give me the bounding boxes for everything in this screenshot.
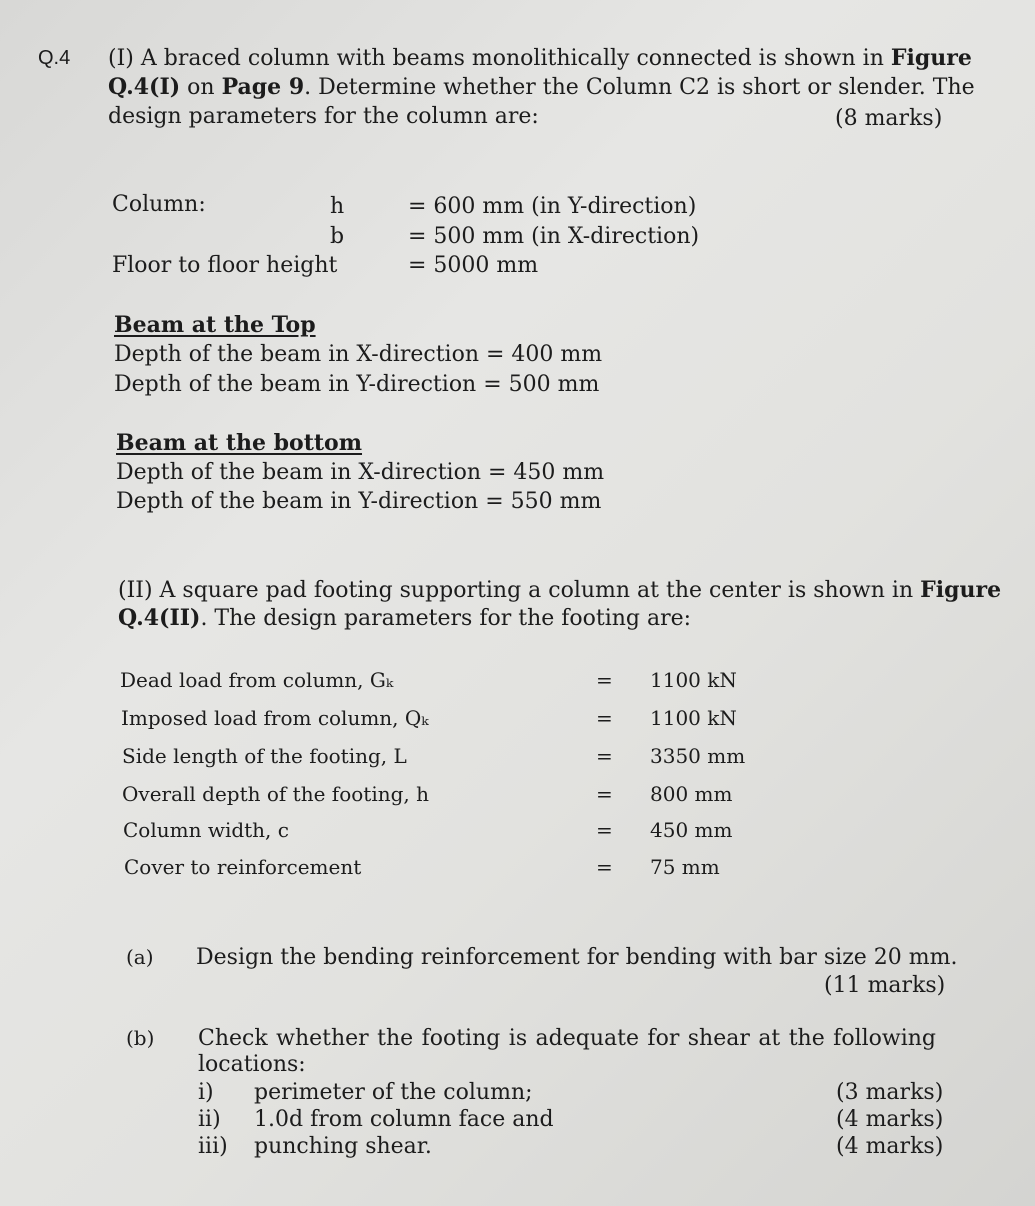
- subq-b-item-marks: (3 marks): [836, 1080, 944, 1105]
- param-value: 800 mm: [650, 782, 733, 806]
- beam-bottom-heading: Beam at the bottom: [116, 430, 363, 456]
- b-value: = 500 mm (in X-direction): [408, 224, 700, 249]
- beam-top-y-depth: Depth of the beam in Y-direction = 500 mm: [114, 372, 600, 397]
- part2-line1-text: (II) A square pad footing supporting a column at the center is shown in: [118, 578, 914, 603]
- h-symbol: h: [330, 194, 345, 219]
- h-value: = 600 mm (in Y-direction): [408, 194, 697, 219]
- subq-a-label: (a): [126, 945, 154, 969]
- subq-b-text-line2: locations:: [198, 1052, 306, 1077]
- part1-label: (I): [108, 46, 134, 71]
- param-label: Overall depth of the footing, h: [122, 782, 429, 806]
- param-label: Imposed load from column, Qₖ: [121, 706, 429, 730]
- subq-b-item-marks: (4 marks): [836, 1107, 944, 1132]
- subq-b-item-marks: (4 marks): [836, 1134, 944, 1159]
- subq-a-marks: (11 marks): [824, 973, 946, 998]
- part1-on-word: on: [187, 75, 215, 100]
- param-label: Cover to reinforcement: [124, 855, 362, 879]
- subq-b-label: (b): [126, 1026, 155, 1050]
- subq-b-item-number: i): [198, 1080, 214, 1105]
- beam-bottom-y-depth: Depth of the beam in Y-direction = 550 mm: [116, 489, 602, 514]
- part2-figure-ref: Q.4(II): [118, 605, 201, 631]
- beam-top-x-depth: Depth of the beam in X-direction = 400 mm: [114, 342, 603, 367]
- param-equals: =: [596, 668, 613, 692]
- param-equals: =: [596, 818, 613, 842]
- part1-line2-text: . Determine whether the Column C2 is short or slender. The: [304, 75, 975, 100]
- subq-b-item-text: perimeter of the column;: [254, 1080, 533, 1105]
- param-equals: =: [596, 706, 613, 730]
- param-value: 3350 mm: [650, 744, 746, 768]
- part1-page-ref: Page 9: [221, 74, 305, 100]
- param-value: 1100 kN: [650, 706, 737, 730]
- subq-b-item-number: ii): [198, 1107, 221, 1132]
- beam-bottom-x-depth: Depth of the beam in X-direction = 450 mm: [116, 460, 605, 485]
- part1-line3: design parameters for the column are:: [108, 104, 539, 129]
- param-label: Side length of the footing, L: [122, 744, 407, 768]
- question-number: Q.4: [38, 47, 71, 69]
- param-label: Dead load from column, Gₖ: [120, 668, 394, 692]
- part2-line2-text: . The design parameters for the footing are:: [200, 606, 692, 631]
- part1-marks: (8 marks): [835, 106, 943, 131]
- param-value: 1100 kN: [650, 668, 737, 692]
- param-value: 75 mm: [650, 855, 720, 879]
- part2-line2: [118, 604, 691, 633]
- part1-line1: [108, 44, 972, 73]
- part2-figure-word: Figure: [920, 577, 1002, 603]
- b-symbol: b: [330, 224, 345, 249]
- floor-height-label: Floor to floor height: [112, 253, 338, 278]
- part1-figure-ref: Q.4(I): [108, 74, 181, 100]
- subq-b-item-text: punching shear.: [254, 1134, 432, 1159]
- beam-top-heading: Beam at the Top: [114, 312, 316, 338]
- subq-b-item-number: iii): [198, 1134, 228, 1159]
- param-equals: =: [596, 744, 613, 768]
- subq-a-text: Design the bending reinforcement for bending with bar size 20 mm.: [196, 945, 958, 970]
- param-value: 450 mm: [650, 818, 733, 842]
- subq-b-item-text: 1.0d from column face and: [254, 1107, 554, 1132]
- param-label: Column width, c: [123, 818, 289, 842]
- param-equals: =: [596, 855, 613, 879]
- subq-b-text-line1: Check whether the footing is adequate for shear at the following: [198, 1026, 936, 1051]
- floor-height-value: = 5000 mm: [408, 253, 539, 278]
- part2-line1: [118, 576, 1001, 605]
- part1-figure-word: Figure: [890, 45, 972, 71]
- part1-line2: [108, 73, 975, 102]
- column-label: Column:: [112, 192, 206, 217]
- part1-line1-text: A braced column with beams monolithically connected is shown in: [140, 46, 884, 71]
- param-equals: =: [596, 782, 613, 806]
